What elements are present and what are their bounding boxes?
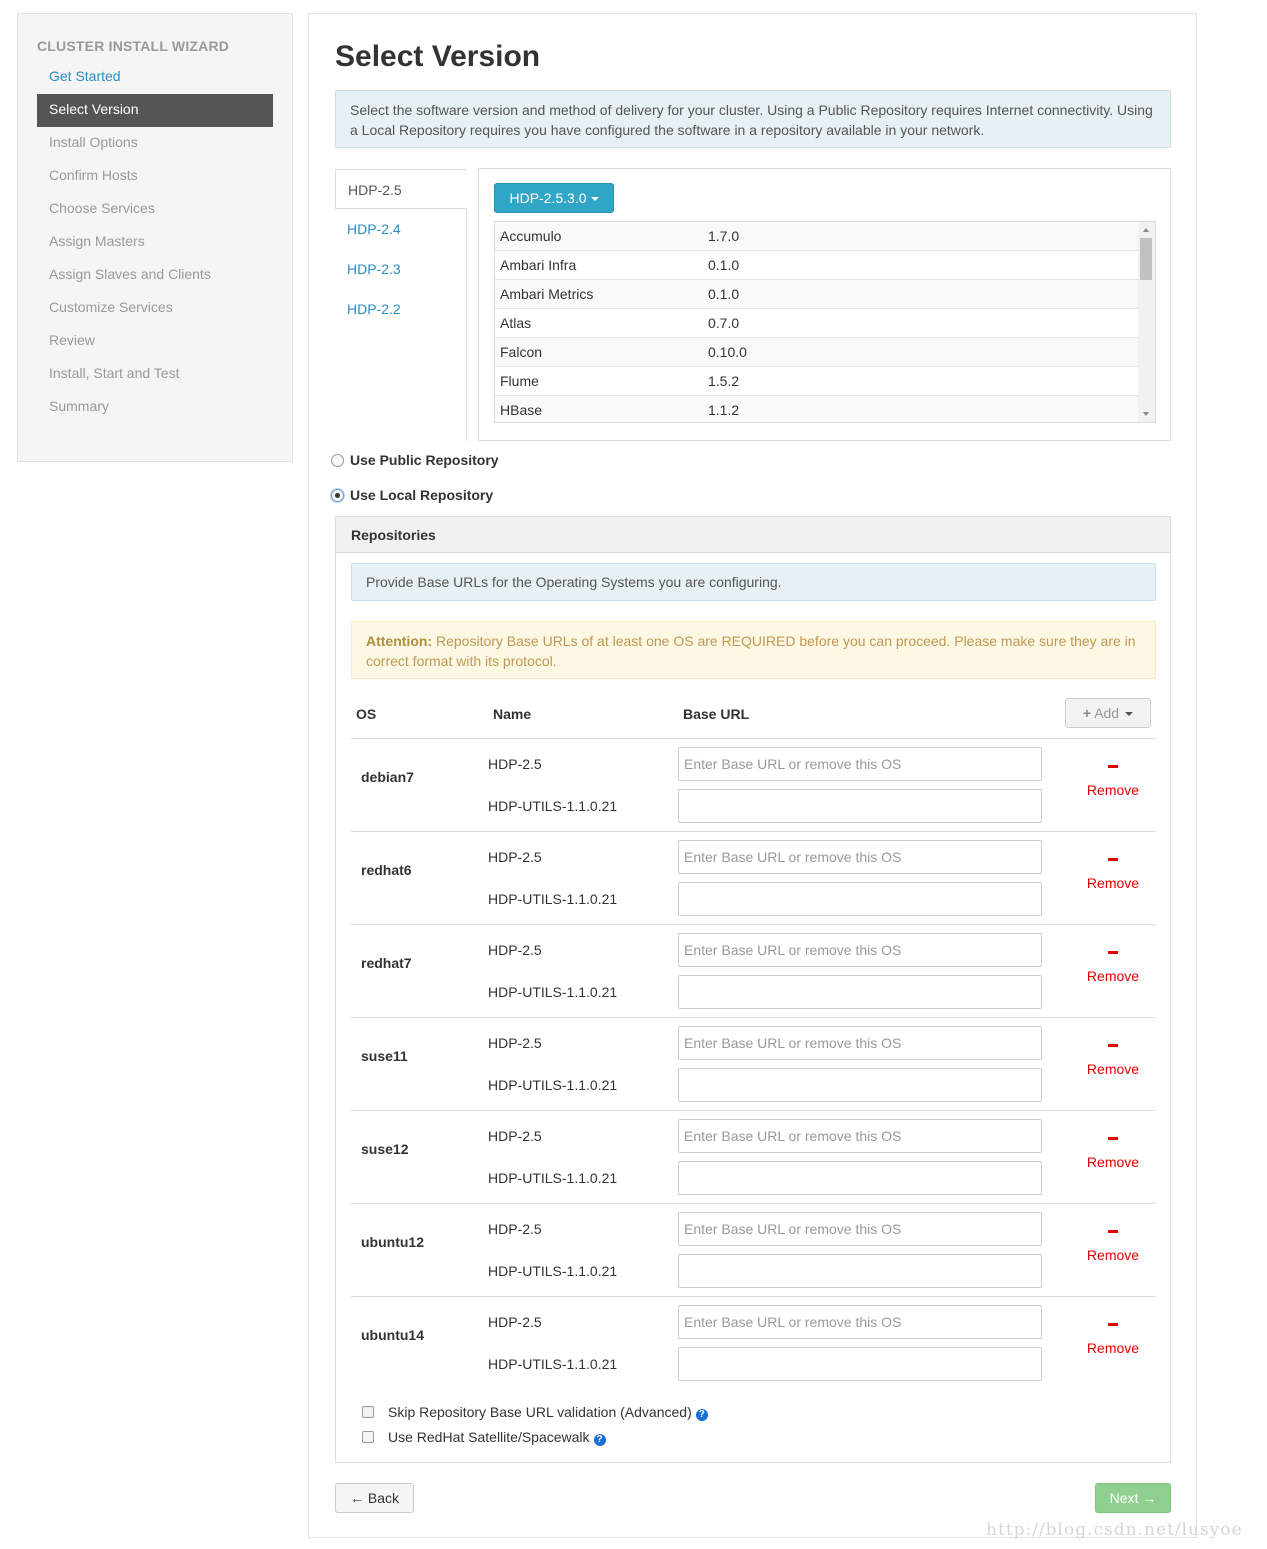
- minus-icon: [1108, 1044, 1118, 1047]
- wizard-title: CLUSTER INSTALL WIZARD: [37, 38, 230, 54]
- local-repo-label: Use Local Repository: [350, 487, 494, 503]
- wizard-step[interactable]: Get Started: [49, 68, 121, 84]
- wizard-step: Select Version: [37, 94, 273, 127]
- repositories-info: Provide Base URLs for the Operating Systems you are configuring.: [351, 563, 1156, 601]
- os-name: ubuntu12: [361, 1234, 424, 1250]
- service-row: [495, 338, 1139, 367]
- public-repo-label: Use Public Repository: [350, 452, 499, 468]
- repo-name: HDP-2.5: [488, 1035, 542, 1051]
- service-version: 1.1.2: [708, 402, 740, 418]
- base-url-input[interactable]: [678, 1119, 1042, 1153]
- service-row: [495, 309, 1139, 338]
- repo-name: HDP-UTILS-1.1.0.21: [488, 798, 618, 814]
- satellite-option[interactable]: [362, 1429, 606, 1446]
- caret-down-icon: [591, 197, 599, 201]
- repo-name: HDP-2.5: [488, 1314, 542, 1330]
- os-row: [351, 738, 1156, 831]
- col-header-base-url: Base URL: [683, 706, 750, 722]
- scroll-up-icon[interactable]: [1143, 228, 1149, 232]
- repo-name: HDP-2.5: [488, 1128, 542, 1144]
- repo-name: HDP-UTILS-1.1.0.21: [488, 891, 618, 907]
- wizard-step: Install, Start and Test: [49, 365, 180, 381]
- services-rows: [495, 222, 1155, 423]
- wizard-step: Customize Services: [49, 299, 173, 315]
- remove-label: Remove: [1086, 1247, 1140, 1263]
- os-name: ubuntu14: [361, 1327, 424, 1343]
- repo-name: HDP-UTILS-1.1.0.21: [488, 1356, 618, 1372]
- service-row: [495, 396, 1139, 423]
- base-url-input[interactable]: [678, 933, 1042, 967]
- repositories-heading: Repositories: [336, 517, 1170, 553]
- remove-label: Remove: [1086, 968, 1140, 984]
- service-name: Flume: [500, 373, 539, 389]
- public-repo-option[interactable]: [331, 452, 499, 468]
- help-icon[interactable]: ?: [696, 1409, 708, 1421]
- remove-os-button[interactable]: [1073, 854, 1153, 891]
- page-title: Select Version: [335, 40, 541, 73]
- repo-name: HDP-UTILS-1.1.0.21: [488, 1263, 618, 1279]
- satellite-label: Use RedHat Satellite/Spacewalk: [388, 1429, 590, 1445]
- add-os-button[interactable]: [1065, 698, 1151, 728]
- public-repo-radio[interactable]: [331, 454, 344, 467]
- back-button[interactable]: ← Back: [335, 1483, 414, 1513]
- stack-tab[interactable]: HDP-2.3: [347, 261, 401, 277]
- base-url-input[interactable]: [678, 1026, 1042, 1060]
- stack-tab[interactable]: HDP-2.5: [335, 169, 467, 209]
- repo-name: HDP-2.5: [488, 756, 542, 772]
- os-name: debian7: [361, 769, 414, 785]
- service-name: Ambari Infra: [500, 257, 577, 273]
- wizard-steps: [37, 61, 273, 424]
- wizard-step: Assign Slaves and Clients: [49, 266, 211, 282]
- wizard-step: Confirm Hosts: [49, 167, 138, 183]
- service-name: Ambari Metrics: [500, 286, 594, 302]
- os-row: [351, 924, 1156, 1017]
- remove-os-button[interactable]: [1073, 947, 1153, 984]
- remove-label: Remove: [1086, 1061, 1140, 1077]
- repo-name: HDP-2.5: [488, 1221, 542, 1237]
- repo-name: HDP-2.5: [488, 942, 542, 958]
- wizard-step: Install Options: [49, 134, 138, 150]
- minus-icon: [1108, 765, 1118, 768]
- wizard-sidebar: [17, 13, 293, 462]
- help-icon[interactable]: ?: [594, 1434, 606, 1446]
- service-version: 0.1.0: [708, 257, 740, 273]
- repo-name: HDP-UTILS-1.1.0.21: [488, 1077, 618, 1093]
- repo-name: HDP-UTILS-1.1.0.21: [488, 1170, 618, 1186]
- remove-os-button[interactable]: [1073, 1226, 1153, 1263]
- version-dropdown-button[interactable]: [494, 183, 614, 213]
- add-os-label: Add: [1094, 705, 1120, 721]
- minus-icon: [1108, 1230, 1118, 1233]
- repo-name: HDP-UTILS-1.1.0.21: [488, 984, 618, 1000]
- base-url-input[interactable]: [678, 882, 1042, 916]
- wizard-step: Review: [49, 332, 95, 348]
- service-row: [495, 251, 1139, 280]
- os-row: [351, 1017, 1156, 1110]
- local-repo-option[interactable]: [331, 487, 493, 503]
- service-name: Accumulo: [500, 228, 562, 244]
- os-name: suse12: [361, 1141, 409, 1157]
- version-dropdown-label: HDP-2.5.3.0: [509, 190, 587, 206]
- service-version: 1.7.0: [708, 228, 740, 244]
- wizard-step: Assign Masters: [49, 233, 145, 249]
- stack-tab[interactable]: HDP-2.4: [347, 221, 401, 237]
- remove-label: Remove: [1086, 782, 1140, 798]
- attention-label: Attention:: [366, 633, 433, 649]
- skip-validation-checkbox[interactable]: [362, 1406, 374, 1418]
- minus-icon: [1108, 858, 1118, 861]
- os-row: [351, 1296, 1156, 1389]
- repo-name: HDP-2.5: [488, 849, 542, 865]
- remove-os-button[interactable]: [1073, 1040, 1153, 1077]
- local-repo-radio[interactable]: [331, 489, 344, 502]
- os-row: [351, 1203, 1156, 1296]
- services-scrollbar[interactable]: [1138, 222, 1155, 422]
- os-name: redhat7: [361, 955, 412, 971]
- remove-label: Remove: [1086, 1154, 1140, 1170]
- remove-os-button[interactable]: [1073, 761, 1153, 798]
- base-url-input[interactable]: [678, 1068, 1042, 1102]
- base-url-input[interactable]: [678, 840, 1042, 874]
- remove-os-button[interactable]: [1073, 1319, 1153, 1356]
- service-name: Atlas: [500, 315, 532, 331]
- base-url-input[interactable]: [678, 1212, 1042, 1246]
- minus-icon: [1108, 1323, 1118, 1326]
- watermark: http://blog.csdn.net/lusyoe: [986, 1520, 1243, 1540]
- base-url-input[interactable]: [678, 1305, 1042, 1339]
- service-version: 0.7.0: [708, 315, 740, 331]
- os-name: suse11: [361, 1048, 408, 1064]
- service-row: [495, 222, 1139, 251]
- next-button[interactable]: Next →: [1095, 1483, 1171, 1513]
- service-version: 0.1.0: [708, 286, 740, 302]
- service-name: HBase: [500, 402, 543, 418]
- os-row: [351, 831, 1156, 924]
- stack-panel: [478, 168, 1171, 441]
- base-url-input[interactable]: [678, 1347, 1042, 1381]
- wizard-step: Choose Services: [49, 200, 155, 216]
- base-url-input[interactable]: [678, 975, 1042, 1009]
- service-row: [495, 367, 1139, 396]
- service-version: 0.10.0: [708, 344, 747, 360]
- minus-icon: [1108, 951, 1118, 954]
- attention-text: Repository Base URLs of at least one OS are REQUIRED before you can proceed. Please make sure they are in correct format with its protocol.: [366, 633, 1136, 669]
- scroll-down-icon[interactable]: [1143, 412, 1149, 416]
- col-header-name: Name: [493, 706, 532, 722]
- base-url-input[interactable]: [678, 1161, 1042, 1195]
- scroll-thumb[interactable]: [1140, 238, 1152, 280]
- satellite-checkbox[interactable]: [362, 1431, 374, 1443]
- remove-os-button[interactable]: [1073, 1133, 1153, 1170]
- base-url-input[interactable]: [678, 789, 1042, 823]
- remove-label: Remove: [1086, 1340, 1140, 1356]
- stack-tabs: [335, 169, 467, 441]
- plus-icon: +: [1082, 705, 1092, 721]
- remove-label: Remove: [1086, 875, 1140, 891]
- skip-validation-option[interactable]: [362, 1404, 708, 1421]
- service-name: Falcon: [500, 344, 543, 360]
- services-table: [494, 221, 1156, 423]
- col-header-os: OS: [356, 706, 377, 722]
- os-name: redhat6: [361, 862, 412, 878]
- service-row: [495, 280, 1139, 309]
- intro-alert: Select the software version and method of delivery for your cluster. Using a Public Repository requires Internet connectivity. Using a Local Repository requires you have configured the software in a repository available in your network.: [335, 90, 1171, 148]
- base-url-input[interactable]: [678, 747, 1042, 781]
- attention-alert: [351, 621, 1156, 679]
- minus-icon: [1108, 1137, 1118, 1140]
- main-panel: [308, 13, 1197, 1538]
- caret-down-icon: [1125, 712, 1133, 716]
- stack-tab[interactable]: HDP-2.2: [347, 301, 401, 317]
- service-version: 1.5.2: [708, 373, 740, 389]
- repositories-panel: [335, 516, 1171, 1463]
- skip-validation-label: Skip Repository Base URL validation (Advanced): [388, 1404, 692, 1420]
- wizard-step: Summary: [49, 398, 109, 414]
- os-row: [351, 1110, 1156, 1203]
- base-url-input[interactable]: [678, 1254, 1042, 1288]
